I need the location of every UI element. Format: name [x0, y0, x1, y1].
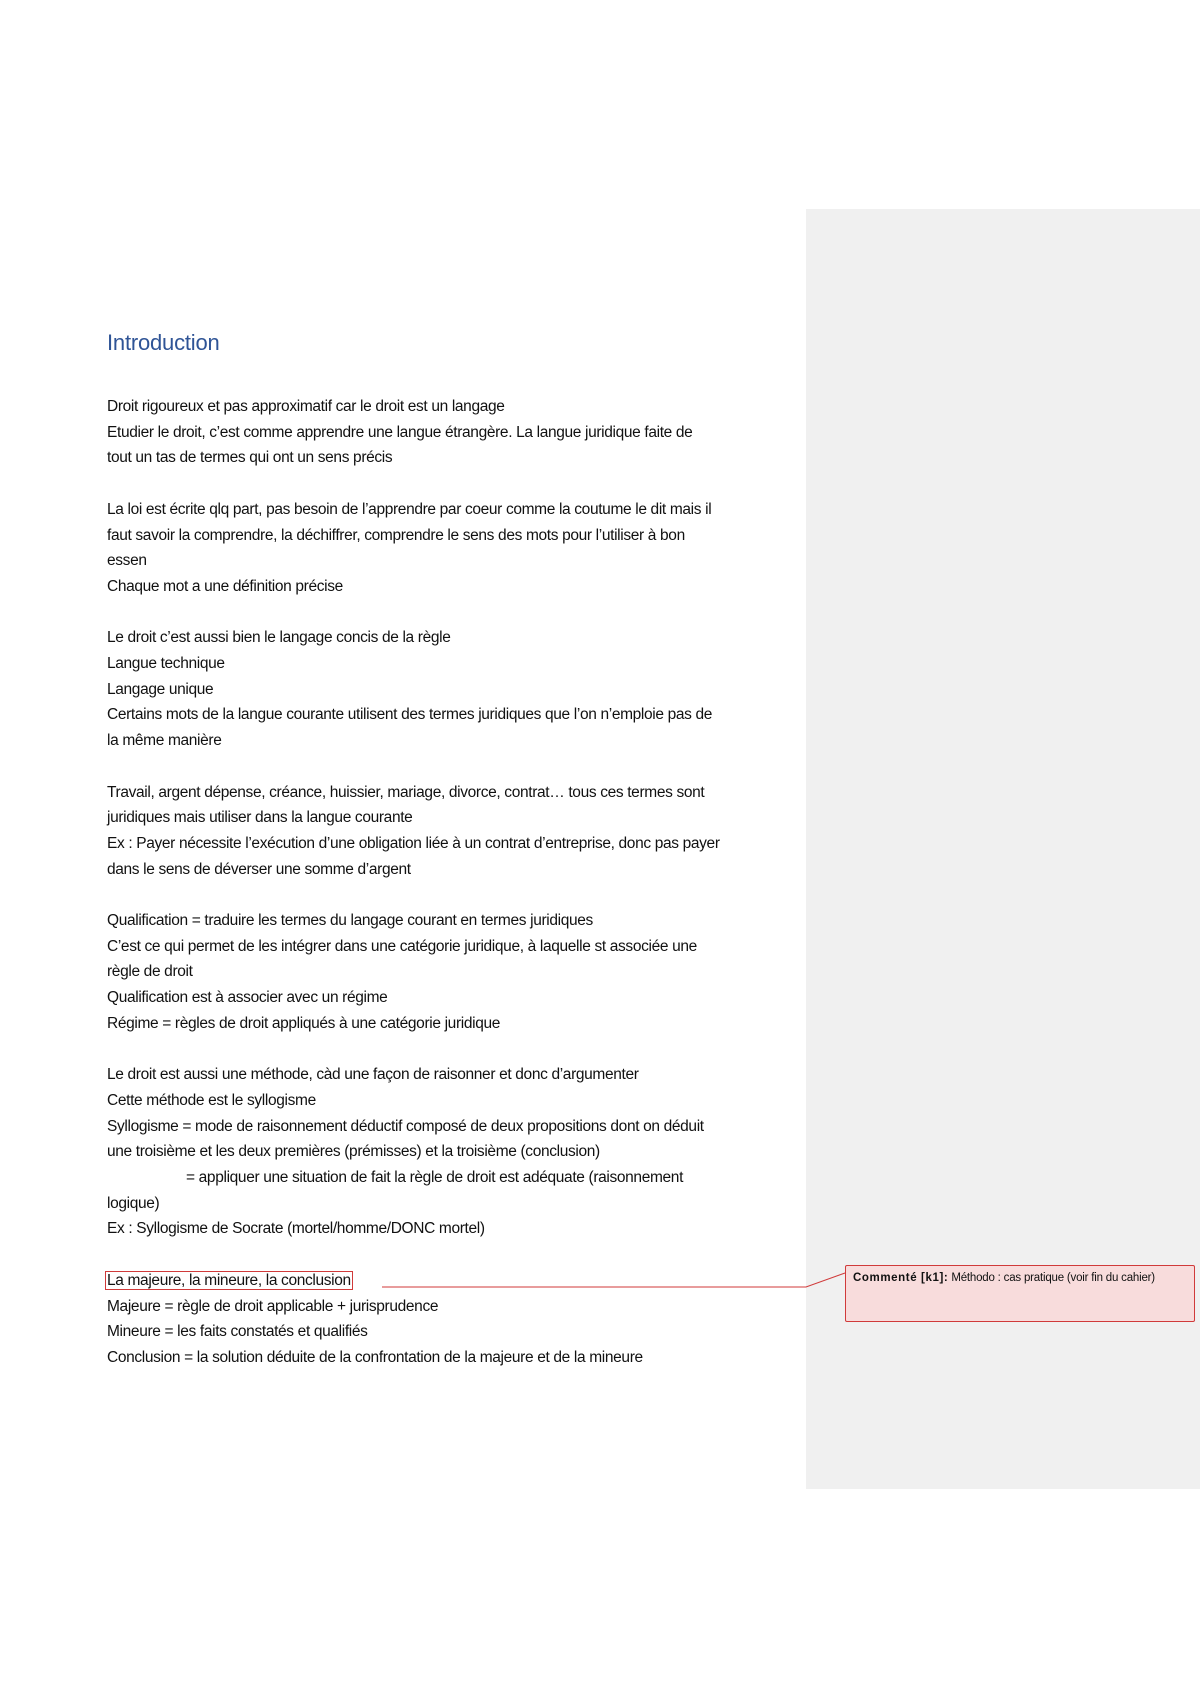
document-body: [107, 394, 807, 1396]
text-line: règle de droit: [107, 963, 193, 981]
text-line: Langue technique: [107, 655, 225, 672]
text-line: = appliquer une situation de fait la règle de droit est adéquate (raisonnement: [186, 1169, 684, 1187]
text-line: la même manière: [107, 732, 222, 750]
text-line: Conclusion = la solution déduite de la confrontation de la majeure et de la mineure: [107, 1348, 643, 1366]
paragraph-langue-technique: [107, 625, 807, 754]
text-line: Langage unique: [107, 680, 214, 698]
text-line: C’est ce qui permet de les intégrer dans une catégorie juridique, à laquelle st associée une: [107, 937, 697, 955]
comment-text: Méthodo : cas pratique (voir fin du cahier): [951, 1272, 1155, 1284]
comment-anchor[interactable]: La majeure, la mineure, la conclusion: [107, 1271, 351, 1289]
text-line: Qualification = traduire les termes du langage courant en termes juridiques: [107, 912, 593, 929]
paragraph-termes-juridiques: [107, 780, 807, 883]
text-line: Mineure = les faits constatés et qualifiés: [107, 1323, 368, 1341]
page-title: Introduction: [107, 330, 220, 355]
text-line: Syllogisme = mode de raisonnement déductif composé de deux propositions dont on déduit: [107, 1117, 704, 1135]
text-line: Ex : Payer nécessite l’exécution d’une obligation liée à un contrat d’entreprise, donc pas payer: [107, 834, 720, 852]
text-line: Certains mots de la langue courante utilisent des termes juridiques que l’on n’emploie pas de: [107, 706, 713, 724]
text-line: juridiques mais utiliser dans la langue courante: [107, 809, 413, 827]
text-line: Qualification est à associer avec un régime: [107, 989, 388, 1007]
text-line: logique): [107, 1194, 160, 1212]
text-line: Majeure = règle de droit applicable + jurisprudence: [107, 1297, 439, 1315]
text-line: essen: [107, 552, 147, 570]
text-line: Droit rigoureux et pas approximatif car le droit est un langage: [107, 398, 505, 415]
paragraph-langage: [107, 394, 807, 471]
text-line: Cette méthode est le syllogisme: [107, 1091, 316, 1109]
text-line: La loi est écrite qlq part, pas besoin de l’apprendre par coeur comme la coutume le dit mais il: [107, 500, 712, 518]
paragraph-loi: [107, 497, 807, 600]
paragraph-methode: [107, 1062, 807, 1242]
text-line: Le droit c’est aussi bien le langage concis de la règle: [107, 629, 451, 647]
text-line: Régime = règles de droit appliqués à une catégorie juridique: [107, 1014, 501, 1032]
text-line: dans le sens de déverser une somme d’argent: [107, 860, 411, 878]
comment-balloon[interactable]: [845, 1265, 1195, 1322]
text-line: tout un tas de termes qui ont un sens précis: [107, 449, 393, 467]
text-line: Ex : Syllogisme de Socrate (mortel/homme/DONC mortel): [107, 1220, 485, 1238]
comment-anchor-line[interactable]: [107, 1268, 807, 1294]
text-line: une troisième et les deux premières (prémisses) et la troisième (conclusion): [107, 1143, 600, 1161]
text-line: Travail, argent dépense, créance, huissier, mariage, divorce, contrat… tous ces termes sont: [107, 783, 705, 801]
text-line: Le droit est aussi une méthode, càd une façon de raisonner et donc d’argumenter: [107, 1066, 639, 1084]
text-line: Chaque mot a une définition précise: [107, 577, 343, 595]
text-line: Etudier le droit, c’est comme apprendre une langue étrangère. La langue juridique faite de: [107, 423, 693, 441]
comment-author: Commenté [k1]:: [853, 1272, 949, 1284]
paragraph-syllogisme-parts: [107, 1268, 807, 1371]
paragraph-qualification: [107, 908, 807, 1037]
text-line: faut savoir la comprendre, la déchiffrer, comprendre le sens des mots pour l’utiliser à bon: [107, 526, 685, 544]
